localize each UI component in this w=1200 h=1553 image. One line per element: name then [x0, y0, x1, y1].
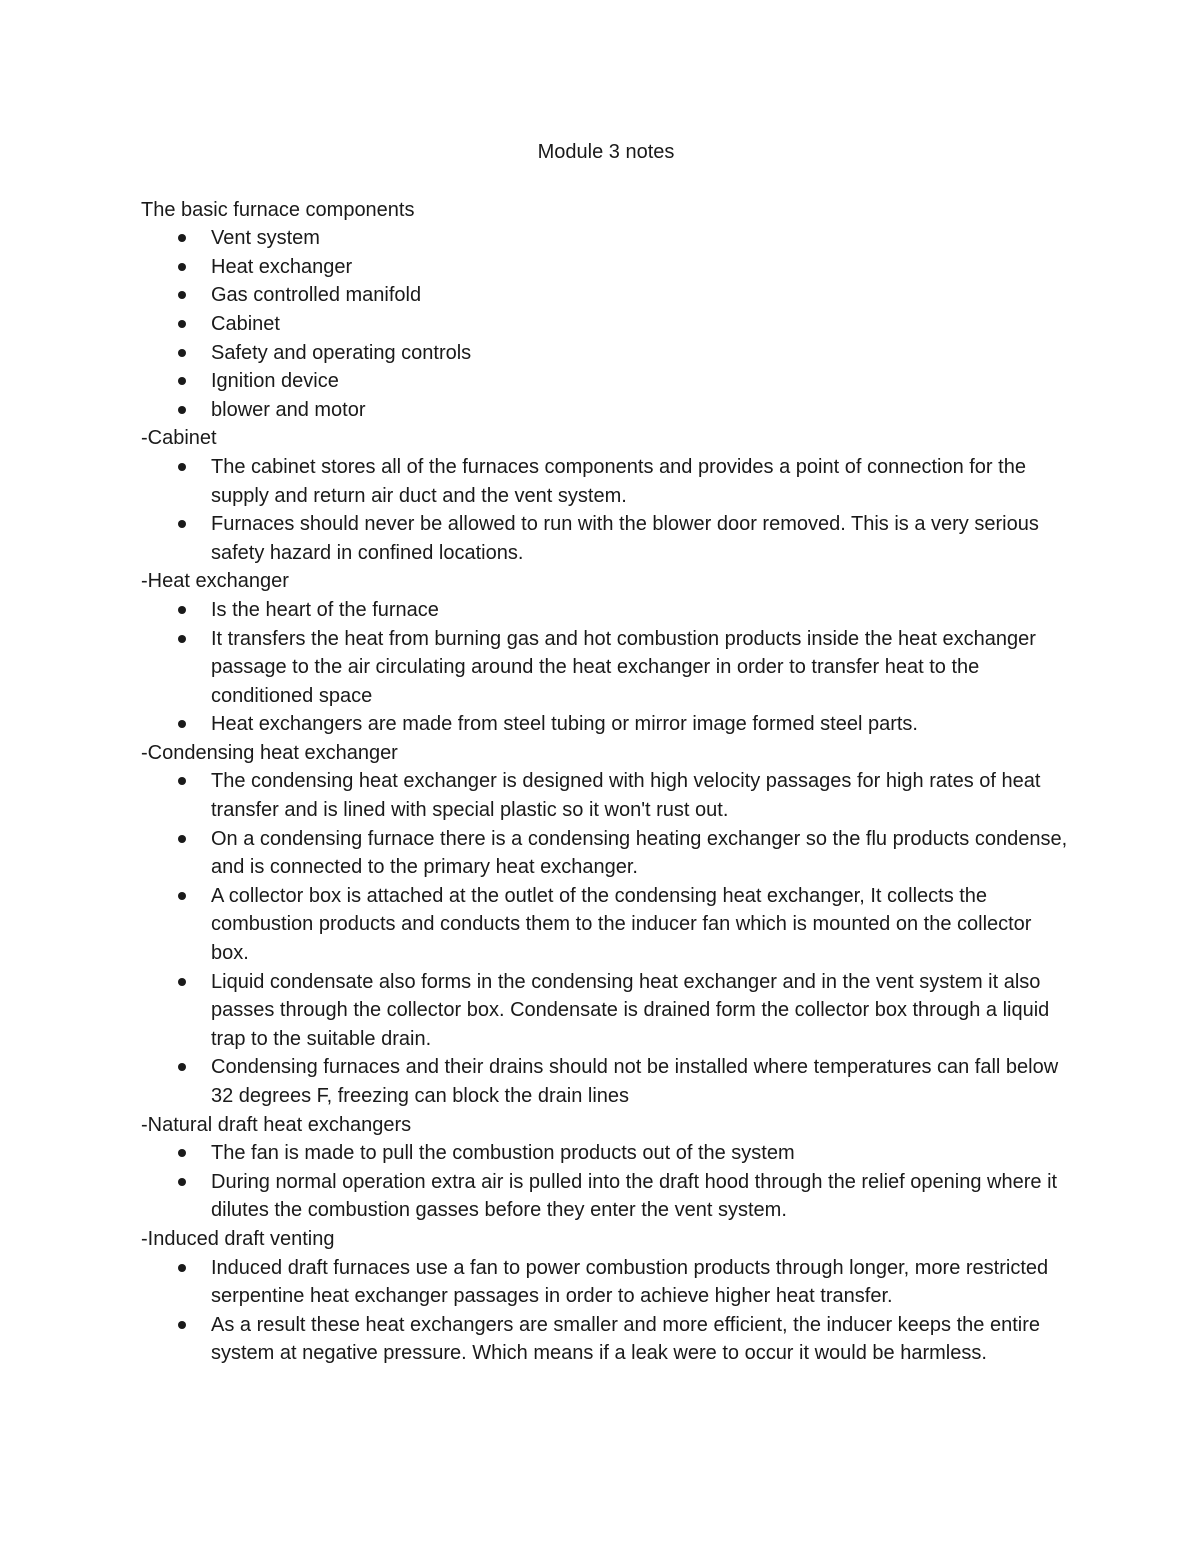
list-item-text: The condensing heat exchanger is designed with high velocity passages for high rates of heat transfer and is lined with special plastic so it won't rust out. [211, 770, 1041, 822]
list-item [211, 882, 1071, 968]
list-item-text: The cabinet stores all of the furnaces components and provides a point of connection for the supply and return air duct and the vent system. [211, 455, 1026, 507]
list-item [211, 1254, 1071, 1311]
bullet-icon [178, 1264, 186, 1272]
list-item-text: A collector box is attached at the outlet of the condensing heat exchanger, It collects the combustion products and conducts them to the inducer fan which is mounted on the collector box. [211, 884, 1032, 965]
list-item [211, 339, 1071, 368]
list-item-text: Heat exchanger [211, 255, 353, 278]
bullet-icon [178, 463, 186, 471]
bullet-list [141, 1139, 1071, 1225]
bullet-list [141, 596, 1071, 739]
section-heading: -Natural draft heat exchangers [141, 1113, 412, 1136]
list-item [211, 510, 1071, 567]
bullet-icon [178, 978, 186, 986]
list-item-text: Safety and operating controls [211, 341, 472, 364]
list-item-text: The fan is made to pull the combustion products out of the system [211, 1142, 795, 1165]
list-item [211, 968, 1071, 1054]
list-item [211, 1311, 1071, 1368]
list-item [211, 281, 1071, 310]
list-item-text: Vent system [211, 227, 320, 250]
bullet-icon [178, 1149, 186, 1157]
bullet-icon [178, 835, 186, 843]
list-item [211, 710, 1071, 739]
list-item-text: blower and motor [211, 398, 366, 421]
document-title: Module 3 notes [537, 141, 675, 163]
list-item-text: Is the heart of the furnace [211, 598, 439, 621]
list-item [211, 1168, 1071, 1225]
bullet-icon [178, 892, 186, 900]
list-item-text: Cabinet [211, 312, 280, 335]
list-item [211, 596, 1071, 625]
document-body [141, 196, 1071, 1368]
bullet-icon [178, 777, 186, 785]
bullet-icon [178, 720, 186, 728]
section-heading: -Condensing heat exchanger [141, 741, 398, 764]
list-item-text: Heat exchangers are made from steel tubing or mirror image formed steel parts. [211, 713, 918, 736]
list-item-text: It transfers the heat from burning gas and hot combustion products inside the heat exchanger passage to the air circulating around the heat exchanger in order to transfer heat to the conditioned space [211, 627, 1036, 707]
bullet-icon [178, 520, 186, 528]
bullet-icon [178, 234, 186, 242]
bullet-list [141, 767, 1071, 1110]
bullet-icon [178, 291, 186, 299]
bullet-icon [178, 406, 186, 414]
list-item [211, 1139, 1071, 1168]
list-item-text: Condensing furnaces and their drains should not be installed where temperatures can fall below 32 degrees F, freezing can block the drain lines [211, 1056, 1059, 1107]
list-item-text: As a result these heat exchangers are smaller and more efficient, the inducer keeps the entire system at negative pressure. Which means if a leak were to occur it would be harmless. [211, 1313, 1040, 1365]
bullet-list [141, 1254, 1071, 1368]
list-item [211, 625, 1071, 711]
section-heading: The basic furnace components [141, 198, 415, 221]
list-item [211, 825, 1071, 882]
list-item-text: Liquid condensate also forms in the condensing heat exchanger and in the vent system it also passes through the collector box. Condensate is drained form the collector box through a liquid trap to the suitable drain. [211, 970, 1050, 1050]
bullet-icon [178, 1178, 186, 1186]
list-item [211, 253, 1071, 282]
bullet-icon [178, 263, 186, 271]
section-heading: -Heat exchanger [141, 570, 289, 593]
bullet-icon [178, 377, 186, 385]
list-item [211, 224, 1071, 253]
document-page [141, 138, 1071, 1368]
bullet-icon [178, 1063, 186, 1071]
bullet-icon [178, 606, 186, 614]
bullet-icon [178, 349, 186, 357]
bullet-list [141, 224, 1071, 424]
section-heading: -Induced draft venting [141, 1227, 335, 1250]
list-item [211, 453, 1071, 510]
list-item-text: Ignition device [211, 370, 339, 393]
list-item [211, 1053, 1071, 1110]
list-item-text: Gas controlled manifold [211, 284, 422, 307]
bullet-icon [178, 635, 186, 643]
bullet-icon [178, 320, 186, 328]
list-item [211, 396, 1071, 425]
bullet-icon [178, 1321, 186, 1329]
list-item [211, 767, 1071, 824]
list-item-text: On a condensing furnace there is a condensing heating exchanger so the flu products condense, and is connected to the primary heat exchanger. [211, 827, 1068, 879]
list-item-text: Induced draft furnaces use a fan to power combustion products through longer, more restricted serpentine heat exchanger passages in order to achieve higher heat transfer. [211, 1256, 1049, 1308]
list-item-text: During normal operation extra air is pulled into the draft hood through the relief opening where it dilutes the combustion gasses before they enter the vent system. [211, 1170, 1058, 1222]
list-item [211, 310, 1071, 339]
list-item [211, 367, 1071, 396]
bullet-list [141, 453, 1071, 567]
list-item-text: Furnaces should never be allowed to run with the blower door removed. This is a very serious safety hazard in confined locations. [211, 513, 1039, 564]
section-heading: -Cabinet [141, 427, 217, 450]
